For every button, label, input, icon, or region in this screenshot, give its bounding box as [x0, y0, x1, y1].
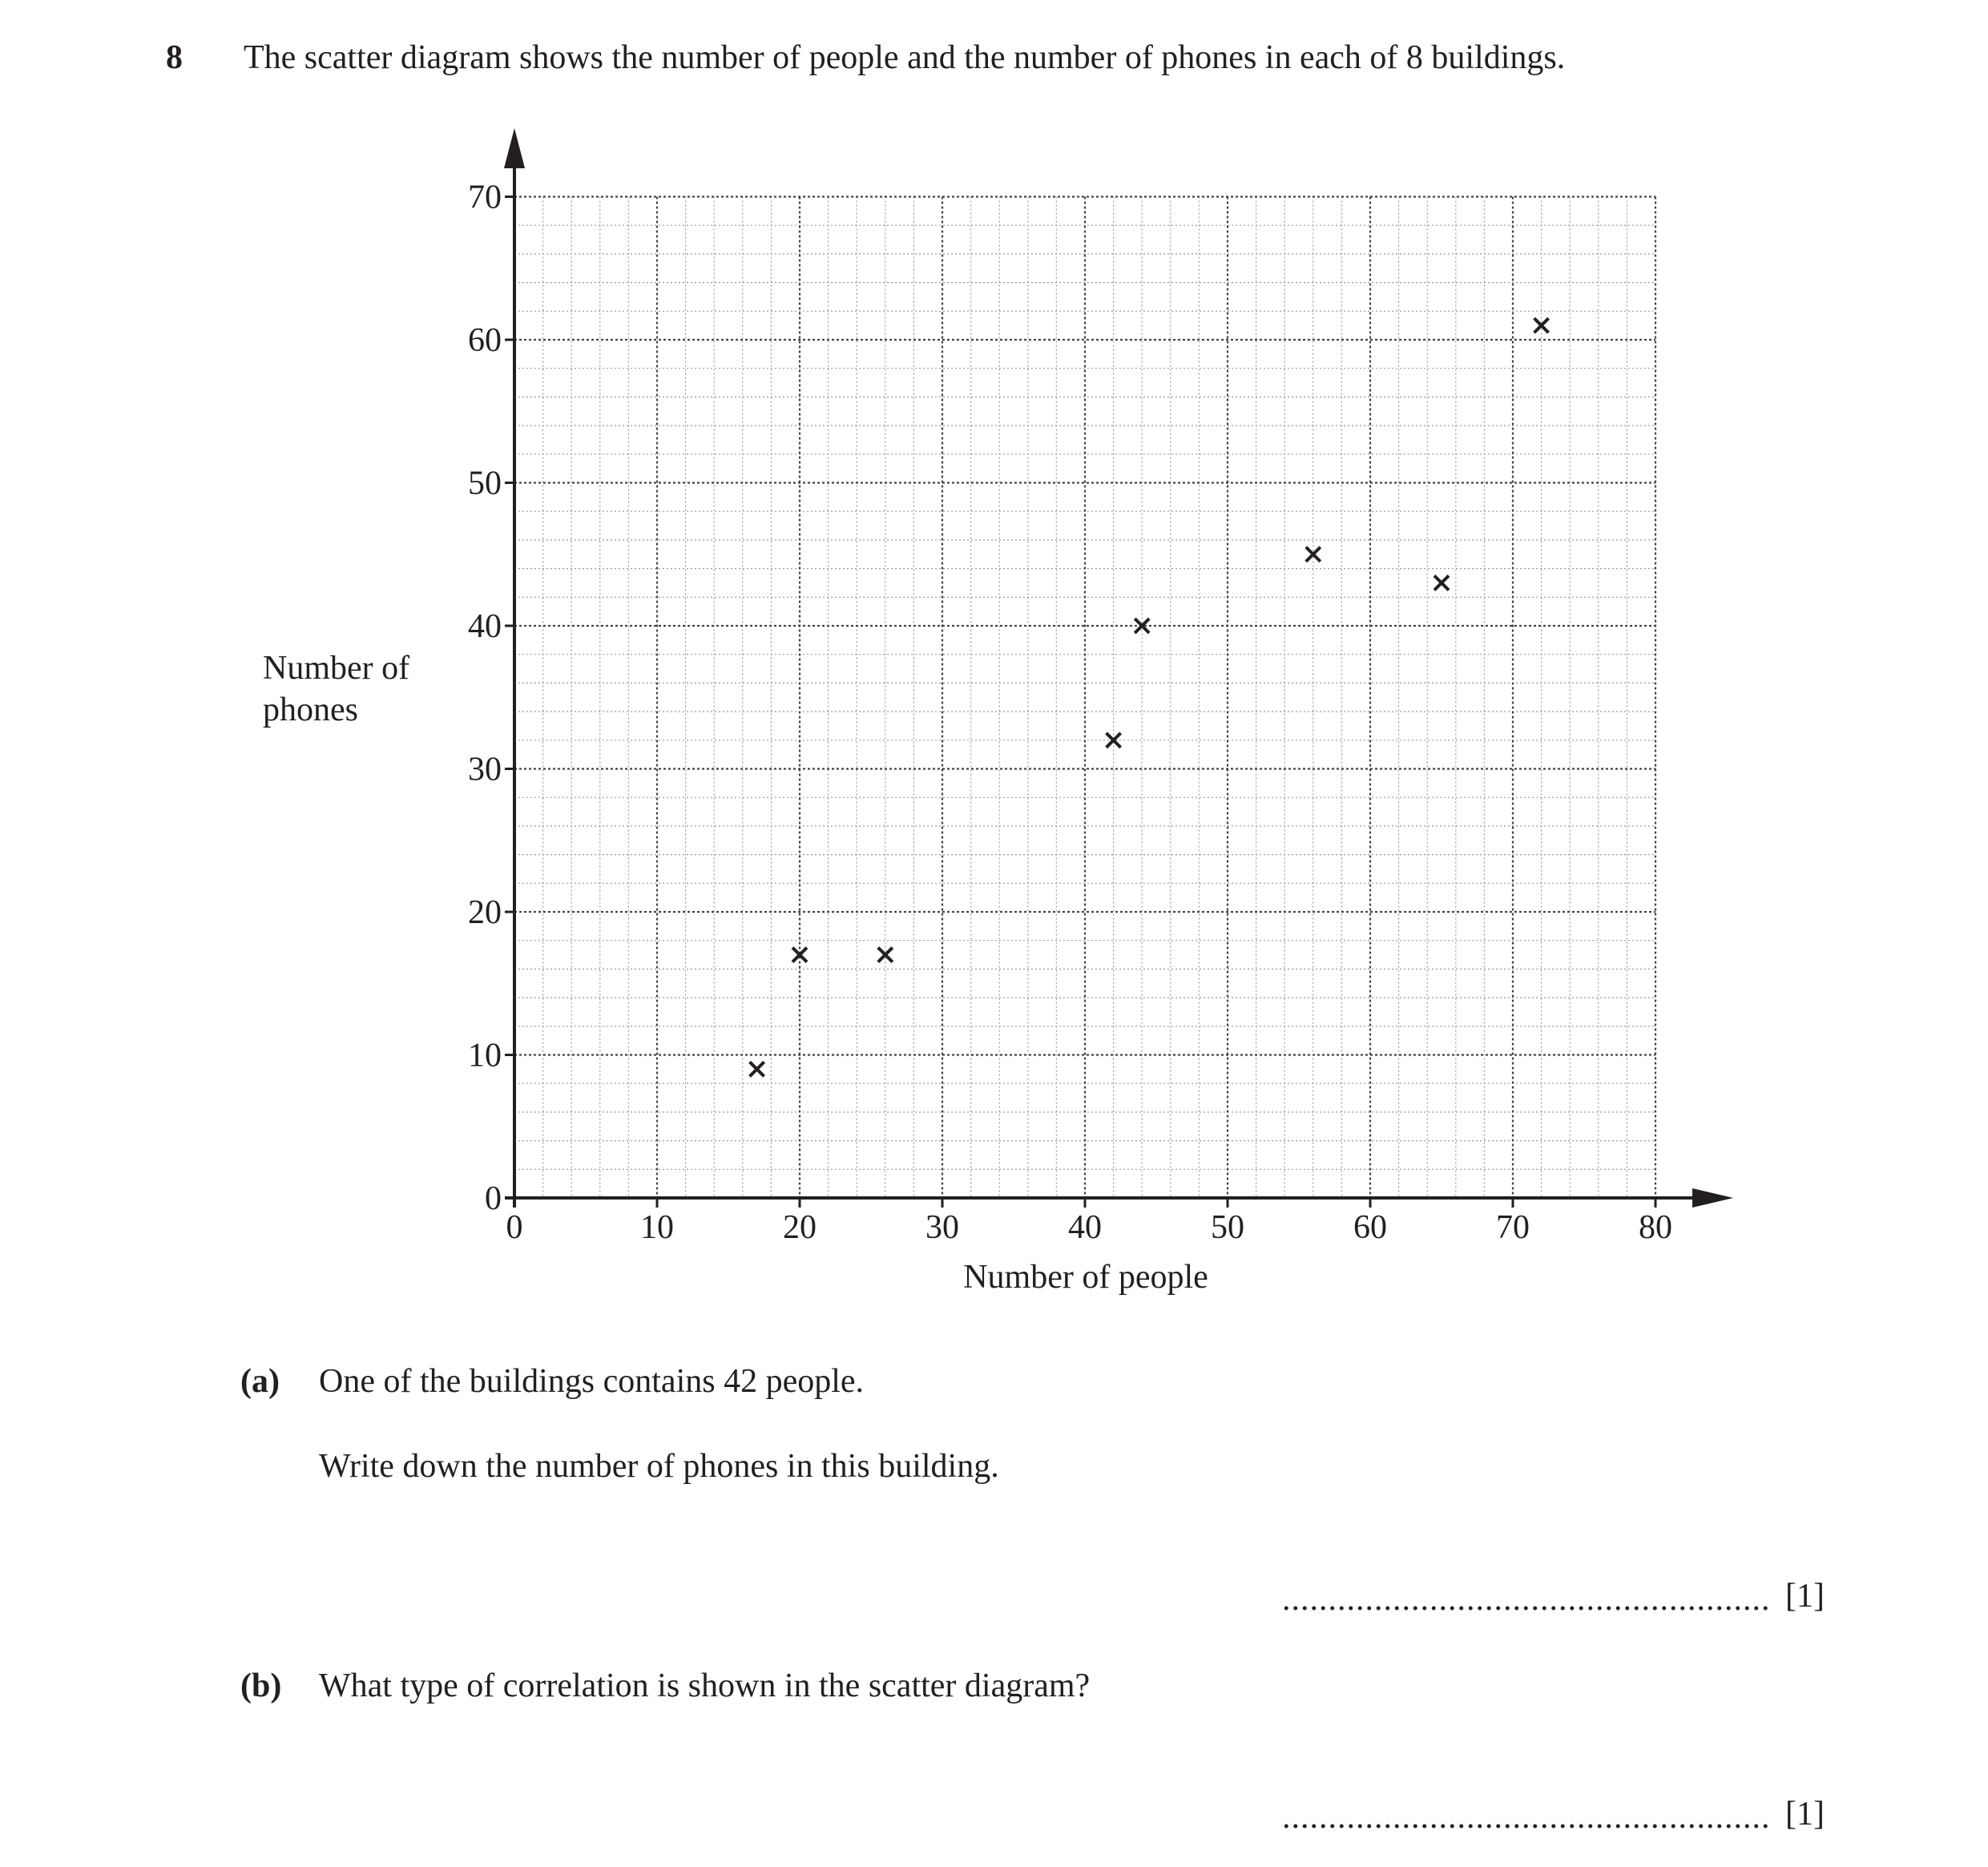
- y-tick-label: 10: [468, 1037, 502, 1075]
- data-point-cross: [1434, 575, 1449, 590]
- part-a-marks: [1]: [1785, 1578, 1825, 1615]
- y-axis-label-line-2: phones: [263, 692, 358, 728]
- x-tick-label: 50: [1211, 1209, 1244, 1246]
- data-point-cross: [792, 948, 807, 962]
- x-tick-label: 10: [640, 1209, 674, 1246]
- major-grid: [514, 197, 1655, 1199]
- y-tick-label: 70: [468, 179, 502, 216]
- question-number: 8: [166, 39, 183, 76]
- data-point-cross: [878, 948, 893, 962]
- data-point-cross: [750, 1062, 764, 1076]
- x-tick-label: 80: [1639, 1209, 1672, 1246]
- y-tick-label: 40: [468, 608, 502, 645]
- y-tick-label: 30: [468, 751, 502, 788]
- data-point-cross: [1306, 547, 1321, 562]
- part-a-statement: One of the buildings contains 42 people.: [319, 1363, 865, 1400]
- x-tick-label: 70: [1496, 1209, 1530, 1246]
- y-tick-label: 60: [468, 322, 502, 359]
- part-b-answer-line[interactable]: [1282, 1798, 1771, 1837]
- part-a-label: (a): [240, 1363, 280, 1400]
- part-b-marks: [1]: [1785, 1796, 1825, 1833]
- part-a-answer-line[interactable]: [1282, 1580, 1771, 1619]
- x-tick-label: 30: [925, 1209, 959, 1246]
- part-b-question: What type of correlation is shown in the scatter diagram?: [319, 1667, 1091, 1704]
- axes: [504, 128, 1733, 1208]
- y-axis-arrowhead: [504, 128, 525, 168]
- x-tick-label: 40: [1068, 1209, 1102, 1246]
- part-a-answer-dots[interactable]: .....................................................: [1282, 1581, 1771, 1618]
- y-tick-label: 20: [468, 894, 502, 931]
- x-axis-label: Number of people: [963, 1259, 1208, 1296]
- y-axis-label-line-1: Number of: [263, 650, 410, 687]
- question-text: The scatter diagram shows the number of people and the number of phones in each of 8 buildings.: [244, 39, 1566, 76]
- x-tick-label: 0: [506, 1209, 523, 1246]
- x-axis-arrowhead: [1692, 1188, 1733, 1208]
- data-points: [750, 318, 1549, 1076]
- x-tick-label: 20: [783, 1209, 817, 1246]
- y-tick-label: 0: [485, 1180, 502, 1217]
- part-b-label: (b): [240, 1667, 282, 1704]
- part-a-question: Write down the number of phones in this building.: [319, 1448, 999, 1485]
- x-tick-label: 60: [1353, 1209, 1387, 1246]
- y-tick-label: 50: [468, 465, 502, 502]
- part-b-answer-dots[interactable]: .....................................................: [1282, 1799, 1771, 1836]
